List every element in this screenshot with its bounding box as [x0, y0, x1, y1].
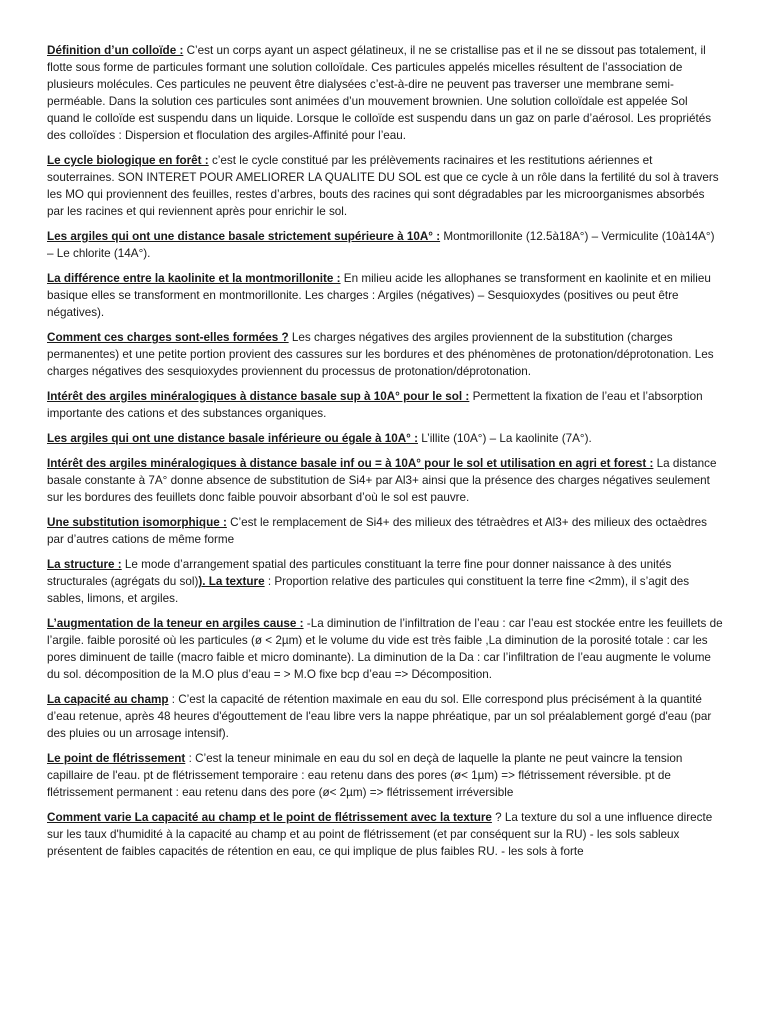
- text-structure: Le mode d’arrangement spatial des particules constituant la terre fine pour donner naissance à des unités structurales (agrégats du sol): [47, 558, 672, 588]
- text-interet-sup-10a: Permettent la fixation de l’eau et l’absorption importante des cations et des substances organiques.: [47, 390, 703, 420]
- term-point-fletrissement: Le point de flétrissement: [47, 752, 186, 765]
- text-argiles-inf-10a: L’illite (10A°) – La kaolinite (7A°).: [418, 432, 592, 445]
- paragraph-interet-inf-10a: [47, 455, 723, 506]
- paragraph-capacite-champ: [47, 691, 723, 742]
- term-charges-formees: Comment ces charges sont-elles formées ?: [47, 331, 289, 344]
- text-teneur-argiles: -La diminution de l’infiltration de l’eau : car l’eau est stockée entre les feuillets de l’argile. faible porosité où les particules (ø < 2µm) et le volume du vide est très faible ,La diminution de la porosité totale : car les pores diminuent de taille (macro faible et micro dominante). La diminution de la Da : car l’infiltration de l’eau augmente le volume du sol. décomposition de la M.O plus d’eau = > M.O fixe bcp d’eau => Décomposition.: [47, 617, 723, 681]
- text-substitution-isomorphique: C’est le remplacement de Si4+ des milieux des tétraèdres et Al3+ des milieux des octaèdres par d’autres cations de même forme: [47, 516, 707, 546]
- paragraph-kaolinite-montmorillonite: [47, 270, 723, 321]
- text-interet-inf-10a: La distance basale constante à 7A° donne absence de substitution de Si4+ par Al3+ ainsi que la présence des charges négatives seulement sur les bordures des feuillets donc faible pouvoir absorbant d’où le sol est pauvre.: [47, 457, 717, 504]
- document-body: [47, 42, 723, 868]
- text-colloide: C’est un corps ayant un aspect gélatineux, il ne se cristallise pas et il ne se dissout pas totalement, il flotte sous forme de particules formant une solution colloïdale. Ces particules appelés micelles résultent de l’association de plusieurs molécules. Ces particules ne peuvent être dialysées c’est-à-dire ne peuvent pas traverser une membrane semi-perméable. Dans la solution ces particules sont animées d’un mouvement brownien. Une solution colloïdale est appelée Sol quand le colloïde est suspendu dans un liquide. Lorsque le colloïde est suspendu dans un gaz on parle d’aérosol. Les propriétés des colloïdes : Dispersion et floculation des argiles-Affinité pour l’eau.: [47, 44, 712, 142]
- text-variation-texture: ? La texture du sol a une influence directe sur les taux d'humidité à la capacité au champ et au point de flétrissement (et par conséquent sur la RU) - les sols sableux présentent de faibles capacités de rétention en eau, ce qui implique de plus faibles RU. - les sols à forte: [47, 811, 713, 858]
- term-variation-texture: Comment varie La capacité au champ et le point de flétrissement avec la texture: [47, 811, 492, 824]
- term-argiles-sup-10a: Les argiles qui ont une distance basale strictement supérieure à 10A° :: [47, 230, 441, 243]
- text-point-fletrissement: : C’est la teneur minimale en eau du sol en deçà de laquelle la plante ne peut vaincre la tension capillaire de l'eau. pt de flétrissement temporaire : eau retenu dans des pores (ø< 1µm) => flétrissement réversible. pt de flétrissement permanent : eau retenu dans des pore (ø< 2µm) => flétrissement irréversible: [47, 752, 683, 799]
- paragraph-point-fletrissement: [47, 750, 723, 801]
- term-interet-inf-10a: Intérêt des argiles minéralogiques à distance basale inf ou = à 10A° pour le sol et utilisation en agri et forest :: [47, 457, 654, 470]
- paragraph-colloide: [47, 42, 723, 144]
- term-teneur-argiles: L’augmentation de la teneur en argiles cause :: [47, 617, 304, 630]
- term-capacite-champ: La capacité au champ: [47, 693, 169, 706]
- paragraph-structure-texture: [47, 556, 723, 607]
- term-structure: La structure :: [47, 558, 122, 571]
- term-substitution-isomorphique: Une substitution isomorphique :: [47, 516, 227, 529]
- term-cycle-biologique: Le cycle biologique en forêt :: [47, 154, 209, 167]
- term-argiles-inf-10a: Les argiles qui ont une distance basale inférieure ou égale à 10A° :: [47, 432, 418, 445]
- text-charges-formees: Les charges négatives des argiles proviennent de la substitution (charges permanentes) et une petite portion provient des cassures sur les bordures et des phénomènes de protonation/déprotonation. Les charges négatives des sesquioxydes proviennent du processus de protonation/déprotonation.: [47, 331, 714, 378]
- paragraph-cycle-biologique: [47, 152, 723, 220]
- term-interet-sup-10a: Intérêt des argiles minéralogiques à distance basale sup à 10A° pour le sol :: [47, 390, 470, 403]
- text-argiles-sup-10a: Montmorillonite (12.5à18A°) – Vermiculite (10à14A°) – Le chlorite (14A°).: [47, 230, 715, 260]
- paragraph-variation-texture: [47, 809, 723, 860]
- text-kaolinite-montmorillonite: En milieu acide les allophanes se transforment en kaolinite et en milieu basique elles se transforment en montmorillonite. Les charges : Argiles (négatives) – Sesquioxydes (positives ou peut être négatives).: [47, 272, 711, 319]
- term-colloide: Définition d’un colloïde :: [47, 44, 184, 57]
- text-cycle-biologique: c’est le cycle constitué par les prélèvements racinaires et les restitutions aériennes et souterraines. SON INTERET POUR AMELIORER LA QUALITE DU SOL est que ce cycle à un rôle dans la fertilité du sol à travers les MO qui proviennent des feuilles, restes d’arbres, bouts des racines qui sont dégradables par les microorganismes absorbés par les racines et qui reviennent après pour enrichir le sol.: [47, 154, 719, 218]
- paragraph-argiles-sup-10a: [47, 228, 723, 262]
- term-kaolinite-montmorillonite: La différence entre la kaolinite et la montmorillonite :: [47, 272, 341, 285]
- paragraph-charges-formees: [47, 329, 723, 380]
- paragraph-teneur-argiles: [47, 615, 723, 683]
- paragraph-substitution-isomorphique: [47, 514, 723, 548]
- paragraph-argiles-inf-10a: [47, 430, 723, 447]
- text-capacite-champ: : C’est la capacité de rétention maximale en eau du sol. Elle correspond plus précisément à la quantité d’eau retenue, après 48 heures d'égouttement de l'eau libre vers la nappe phréatique, par un sol préalablement gorgé d'eau (par des pluies ou un arrosage intensif).: [47, 693, 712, 740]
- text-texture: : Proportion relative des particules qui constituent la terre fine <2mm), il s’agit des sables, limons, et argiles.: [47, 575, 690, 605]
- term-texture: ). La texture: [198, 575, 265, 588]
- paragraph-interet-sup-10a: [47, 388, 723, 422]
